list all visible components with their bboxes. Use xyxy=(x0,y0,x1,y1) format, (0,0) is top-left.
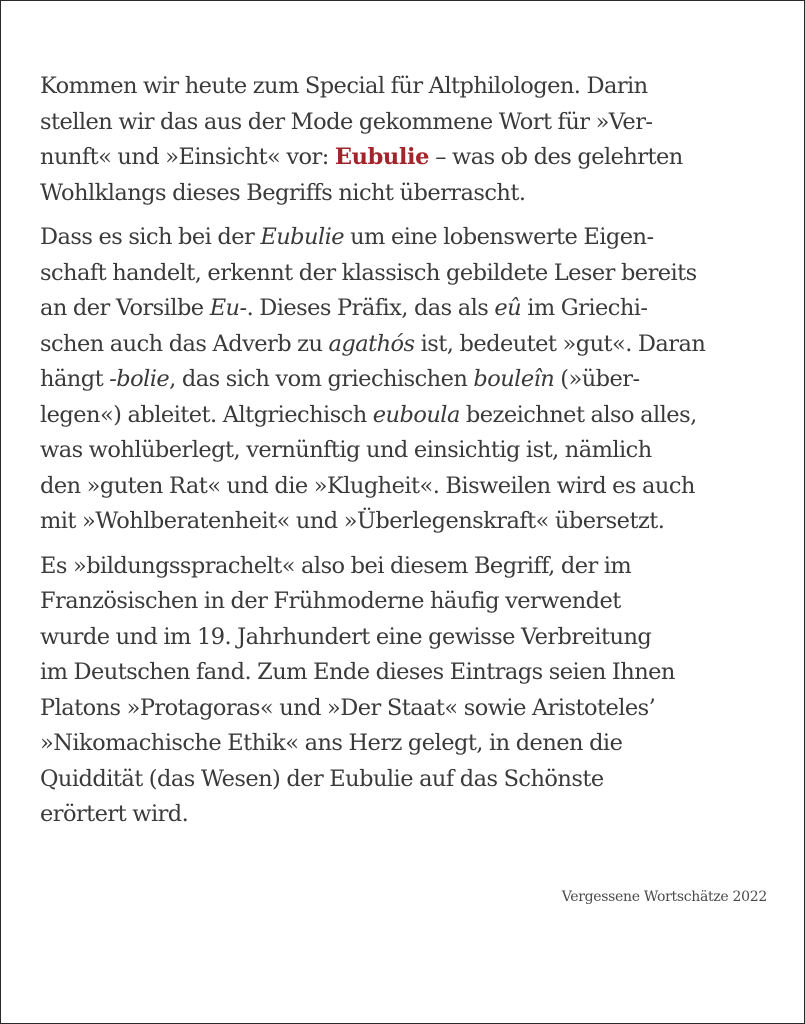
text-run: was wohlüberlegt, vernünftig und einsichtig ist, nämlich xyxy=(40,437,652,463)
text-line xyxy=(40,327,770,363)
italic-term: Eubulie xyxy=(260,224,345,250)
text-line xyxy=(40,584,770,620)
text-line xyxy=(40,140,770,176)
text-line xyxy=(40,256,770,292)
text-line xyxy=(40,398,770,434)
paragraph-usage xyxy=(40,549,770,833)
text-run: im Griechi- xyxy=(521,295,648,321)
italic-term: euboula xyxy=(372,401,460,428)
text-run: bezeichnet also alles, xyxy=(459,401,697,428)
text-run: Französischen in der Frühmoderne häufig verwendet xyxy=(40,588,621,614)
text-run: , das sich vom griechischen xyxy=(169,366,474,392)
text-line xyxy=(40,362,770,398)
italic-term: agathós xyxy=(328,330,415,357)
text-line xyxy=(40,549,770,585)
text-run: hängt xyxy=(40,366,110,392)
text-line xyxy=(40,469,770,505)
text-run: schaft handelt, erkennt der klassisch gebildete Leser bereits xyxy=(40,259,697,286)
text-run: nunft« und »Einsicht« vor: xyxy=(40,144,335,170)
text-line xyxy=(40,105,770,141)
footer-credit: Vergessene Wortschätze 2022 xyxy=(561,889,767,905)
text-line xyxy=(40,762,770,798)
text-run: ist, bedeutet »gut«. Daran xyxy=(414,330,706,357)
text-line xyxy=(40,433,770,469)
paragraph-intro xyxy=(40,69,770,211)
text-line xyxy=(40,504,770,540)
text-run: Dass es sich bei der xyxy=(40,224,261,250)
italic-term: eû xyxy=(494,295,522,321)
text-run: legen«) ableitet. Altgriechisch xyxy=(40,401,373,428)
text-run: . Dieses Präfix, das als xyxy=(246,295,495,321)
text-run: erörtert wird. xyxy=(40,801,189,827)
text-run: – was ob des gelehrten xyxy=(429,144,683,170)
text-run: mit »Wohlberatenheit« und »Überlegenskraft« übersetzt. xyxy=(40,508,665,534)
text-run: Kommen wir heute zum Special für Altphilologen. Darin xyxy=(40,73,648,99)
text-line xyxy=(40,69,770,105)
text-run: (»über- xyxy=(554,366,640,392)
text-line xyxy=(40,176,770,212)
text-run: stellen wir das aus der Mode gekommene Wort für »Ver- xyxy=(40,108,653,135)
text-run: wurde und im 19. Jahrhundert eine gewisse Verbreitung xyxy=(40,623,652,650)
text-run: Es »bildungssprachelt« also bei diesem Begriff, der im xyxy=(40,552,632,579)
text-run: schen auch das Adverb zu xyxy=(40,330,329,357)
text-line xyxy=(40,291,770,327)
italic-term: -bolie xyxy=(109,366,170,392)
text-run: an der Vorsilbe xyxy=(40,295,210,321)
article-body xyxy=(40,69,770,842)
text-run: um eine lobenswerte Eigen- xyxy=(344,224,654,250)
text-run: »Nikomachische Ethik« ans Herz gelegt, in denen die xyxy=(40,730,623,756)
text-line xyxy=(40,797,770,833)
text-run: im Deutschen fand. Zum Ende dieses Eintrags seien Ihnen xyxy=(40,659,675,685)
text-line xyxy=(40,620,770,656)
headword-eubulie: Eubulie xyxy=(334,144,430,170)
text-line xyxy=(40,691,770,727)
text-run: den »guten Rat« und die »Klugheit«. Bisweilen wird es auch xyxy=(40,472,695,499)
paragraph-etymology xyxy=(40,220,770,540)
text-line xyxy=(40,726,770,762)
italic-term: bouleîn xyxy=(473,366,555,392)
text-run: Platons »Protagoras« und »Der Staat« sowie Aristoteles’ xyxy=(40,694,656,721)
text-line xyxy=(40,655,770,691)
text-run: Wohlklangs dieses Begriffs nicht überrascht. xyxy=(40,179,526,206)
text-line xyxy=(40,220,770,256)
italic-term: Eu- xyxy=(209,295,247,321)
text-run: Quiddität (das Wesen) der Eubulie auf das Schönste xyxy=(40,765,604,792)
